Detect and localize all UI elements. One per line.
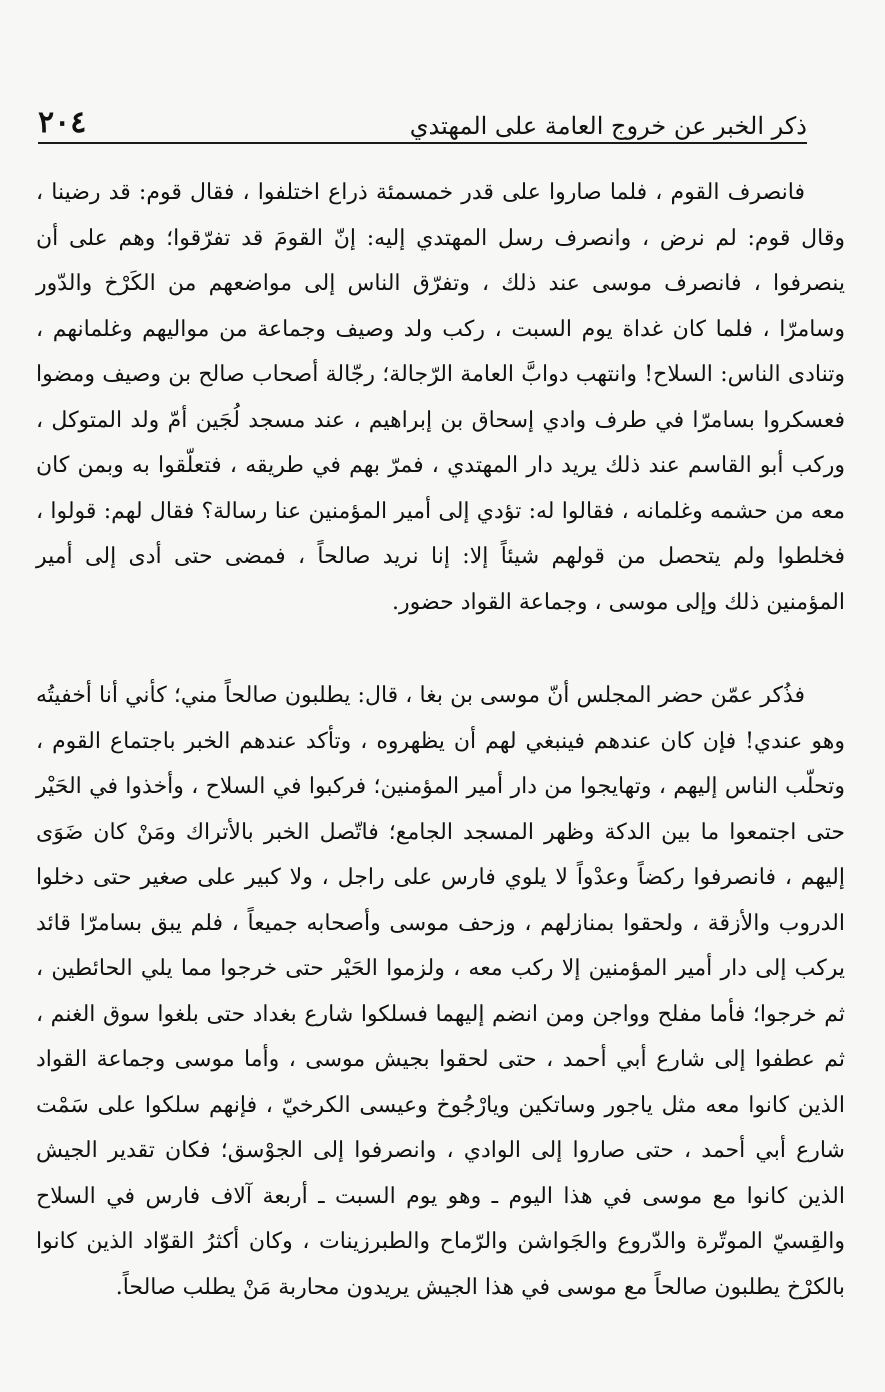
paragraph-2: فذُكر عمّن حضر المجلس أنّ موسى بن بغا ، قال: يطلبون صالحاً مني؛ كأني أنا أخفيتُه وهو عندي! فإن كان عندهم فينبغي لهم أن يظهروه ، وتأكد عندهم الخبر باجتماع القوم ، وتحلّب الناس إليهم ، وتهايجوا من دار أمير المؤمنين؛ فركبوا في السلاح ، وأخذوا في الحَيْر حتى اجتمعوا ما بين الدكة وظهر المسجد الجامع؛ فاتّصل الخبر بالأتراك ومَنْ كان ضَوَى إليهم ، فانصرفوا ركضاً وعدْواً لا يلوي فارس على راجل ، ولا كبير على صغير حتى دخلوا الدروب والأزقة ، ولحقوا بمنازلهم ، وزحف موسى وأصحابه جميعاً ، فلم يبق بسامرّا قائد يركب إلى دار أمير المؤمنين إلا ركب معه ، ولزموا الحَيْر حتى خرجوا مما يلي الحائطين ، ثم خرجوا؛ فأما مفلح وواجن ومن انضم إليهما فسلكوا شارع بغداد حتى بلغوا سوق الغنم ، ثم عطفوا إلى شارع أبي أحمد ، حتى لحقوا بجيش موسى ، وأما موسى وجماعة القواد الذين كانوا معه مثل ياجور وساتكين ويارْجُوخ وعيسى الكرخيّ ، فإنهم سلكوا على سَمْت شارع أبي أحمد ، حتى صاروا إلى الوادي ، وانصرفوا إلى الجوْسق؛ فكان تقدير الجيش الذين كانوا مع موسى في هذا اليوم ـ وهو يوم السبت ـ أربعة آلاف فارس في السلاح والقِسيّ الموتّرة والدّروع والجَواشن والرّماح والطبرزينات ، وكان أكثرُ القوّاد الذين كانوا بالكرْخ يطلبون صالحاً مع موسى في هذا الجيش يريدون محاربة مَنْ يطلب صالحاً. bbox=[36, 683, 845, 1300]
running-title: ذكر الخبر عن خروج العامة على المهتدي bbox=[409, 112, 807, 140]
page-header bbox=[38, 92, 807, 144]
paragraph-1: فانصرف القوم ، فلما صاروا على قدر خمسمئة ذراع اختلفوا ، فقال قوم: قد رضينا ، وقال قوم: لم نرض ، وانصرف رسل المهتدي إليه: إنّ القومَ قد تفرّقوا؛ وهم على أن ينصرفوا ، فانصرف موسى عند ذلك ، وتفرّق الناس إلى مواضعهم من الكَرْخ والدّور وسامرّا ، فلما كان غداة يوم السبت ، ركب ولد وصيف وجماعة من مواليهم وغلمانهم ، وتنادى الناس: السلاح! وانتهب دوابَّ العامة الرّجالة؛ رجّالة أصحاب صالح بن وصيف ومضوا فعسكروا بسامرّا في طرف وادي إسحاق بن إبراهيم ، عند مسجد لُجَين أمّ ولد المتوكل ، وركب أبو القاسم عند ذلك يريد دار المهتدي ، فمرّ بهم في طريقه ، فتعلّقوا به وبمن كان معه من حشمه وغلمانه ، فقالوا له: تؤدي إلى أمير المؤمنين عنا رسالة؟ فقال لهم: قولوا ، فخلطوا ولم يتحصل من قولهم شيئاً إلا: إنا نريد صالحاً ، فمضى حتى أدى إلى أمير المؤمنين ذلك وإلى موسى ، وجماعة القواد حضور. bbox=[36, 180, 846, 615]
page-number: ٢٠٤ bbox=[38, 105, 87, 140]
